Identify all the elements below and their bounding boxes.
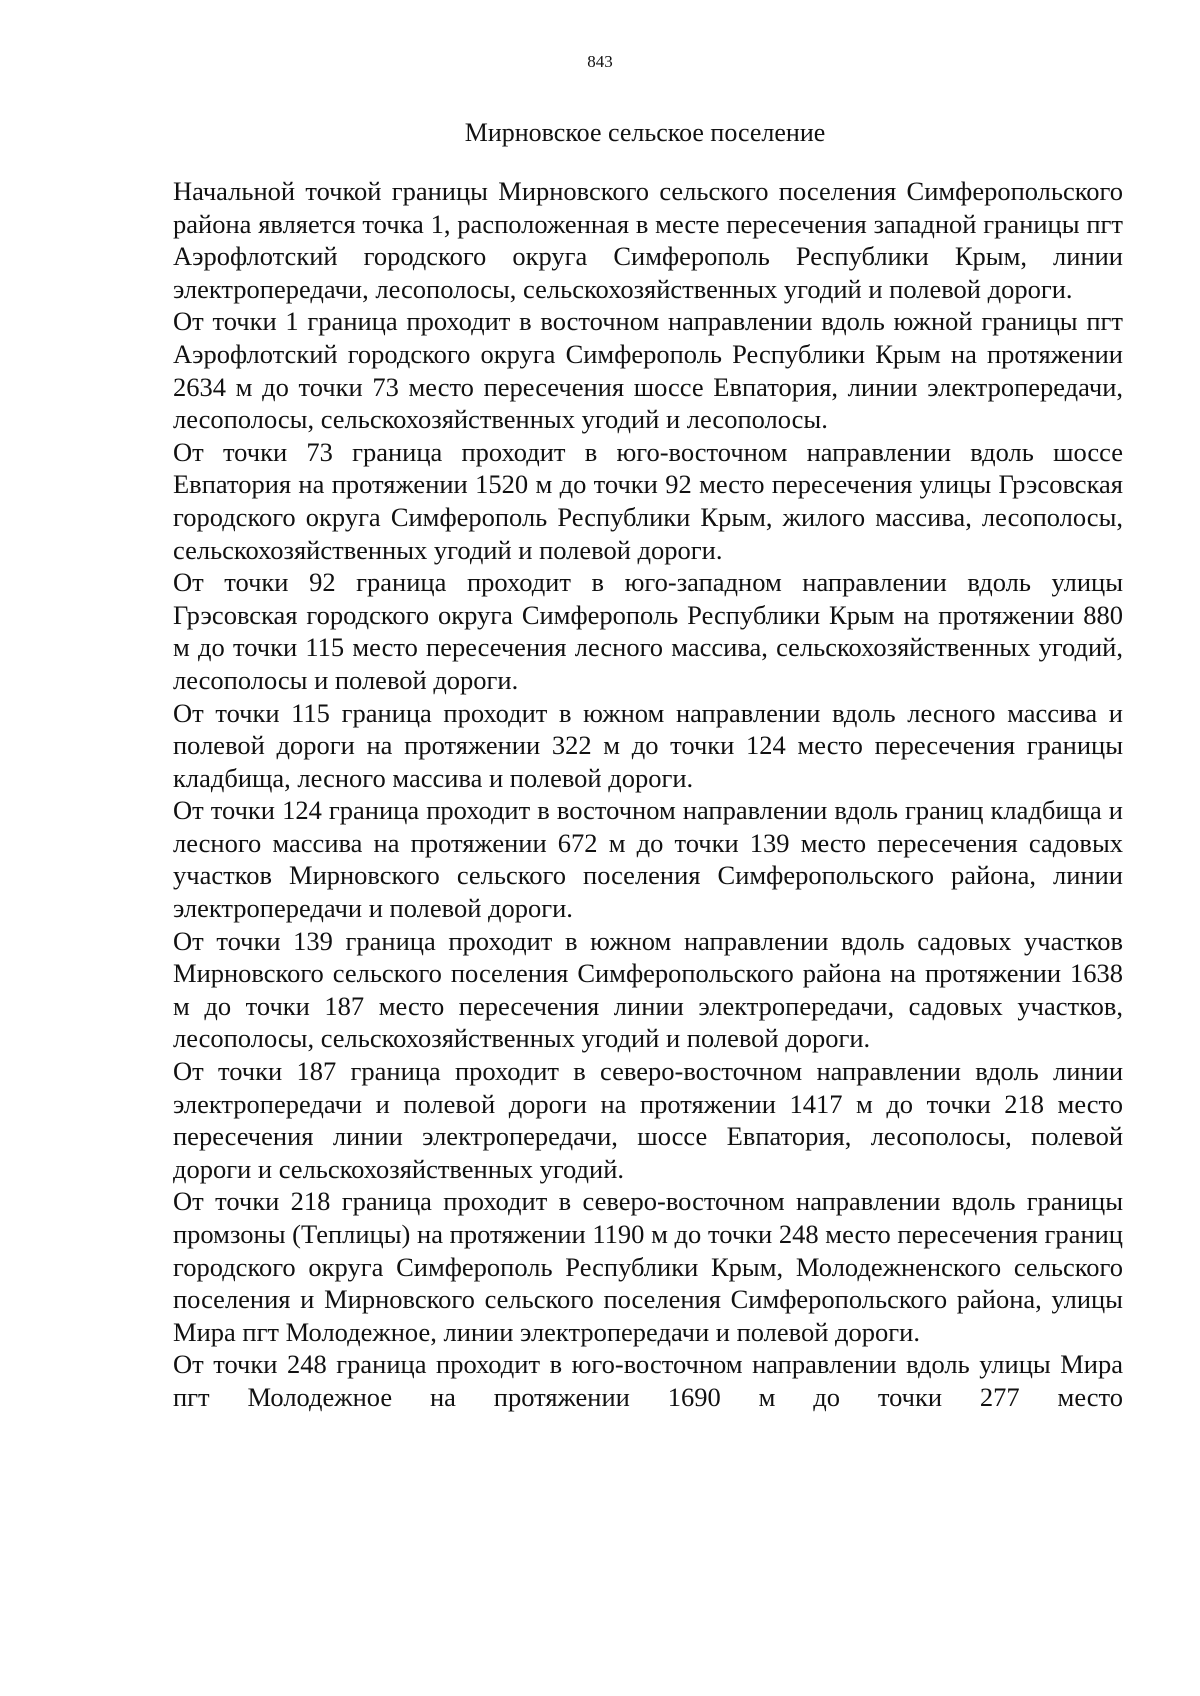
paragraph: От точки 73 граница проходит в юго-восточном направлении вдоль шоссе Евпатория на протяжении 1520 м до точки 92 место пересечения улицы Грэсовская городского округа Симферополь Республики Крым, жилого массива, лесополосы, сельскохозяйственных угодий и полевой дороги.: [173, 436, 1123, 565]
page-number: 843: [587, 52, 613, 71]
paragraph: От точки 124 граница проходит в восточном направлении вдоль границ кладбища и лесного массива на протяжении 672 м до точки 139 место пересечения садовых участков Мирновского сельского поселения Симферопольского района, линии электропередачи и полевой дороги.: [173, 795, 1123, 924]
boundary-description: [173, 175, 1123, 1414]
paragraph-continued: От точки 248 граница проходит в юго-восточном направлении вдоль улицы Мира пгт Молодежное на протяжении 1690 м до точки 277 место: [173, 1349, 1123, 1412]
paragraph: От точки 187 граница проходит в северо-восточном направлении вдоль линии электропередачи и полевой дороги на протяжении 1417 м до точки 218 место пересечения линии электропередачи, шоссе Евпатория, лесополосы, полевой дороги и сельскохозяйственных угодий.: [173, 1056, 1123, 1184]
section-title: Мирновское сельское поселение: [464, 118, 826, 147]
paragraph: От точки 92 граница проходит в юго-западном направлении вдоль улицы Грэсовская городского округа Симферополь Республики Крым на протяжении 880 м до точки 115 место пересечения лесного массива, сельскохозяйственных угодий, лесополосы и полевой дороги.: [173, 567, 1123, 695]
paragraph: Начальной точкой границы Мирновского сельского поселения Симферопольского района является точка 1, расположенная в месте пересечения западной границы пгт Аэрофлотский городского округа Симферополь Республики Крым, линии электропередачи, лесополосы, сельскохозяйственных угодий и полевой дороги.: [173, 176, 1123, 304]
paragraph: От точки 218 граница проходит в северо-восточном направлении вдоль границы промзоны (Теплицы) на протяжении 1190 м до точки 248 место пересечения границ городского округа Симферополь Республики Крым, Молодежненского сельского поселения и Мирновского сельского поселения Симферопольского района, улицы Мира пгт Молодежное, линии электропередачи и полевой дороги.: [173, 1186, 1123, 1347]
paragraph: От точки 1 граница проходит в восточном направлении вдоль южной границы пгт Аэрофлотский городского округа Симферополь Республики Крым на протяжении 2634 м до точки 73 место пересечения шоссе Евпатория, линии электропередачи, лесополосы, сельскохозяйственных угодий и лесополосы.: [173, 306, 1123, 435]
paragraph: От точки 115 граница проходит в южном направлении вдоль лесного массива и полевой дороги на протяжении 322 м до точки 124 место пересечения границы кладбища, лесного массива и полевой дороги.: [173, 697, 1123, 793]
paragraph: От точки 139 граница проходит в южном направлении вдоль садовых участков Мирновского сельского поселения Симферопольского района на протяжении 1638 м до точки 187 место пересечения линии электропередачи, садовых участков, лесополосы, сельскохозяйственных угодий и полевой дороги.: [173, 925, 1123, 1054]
